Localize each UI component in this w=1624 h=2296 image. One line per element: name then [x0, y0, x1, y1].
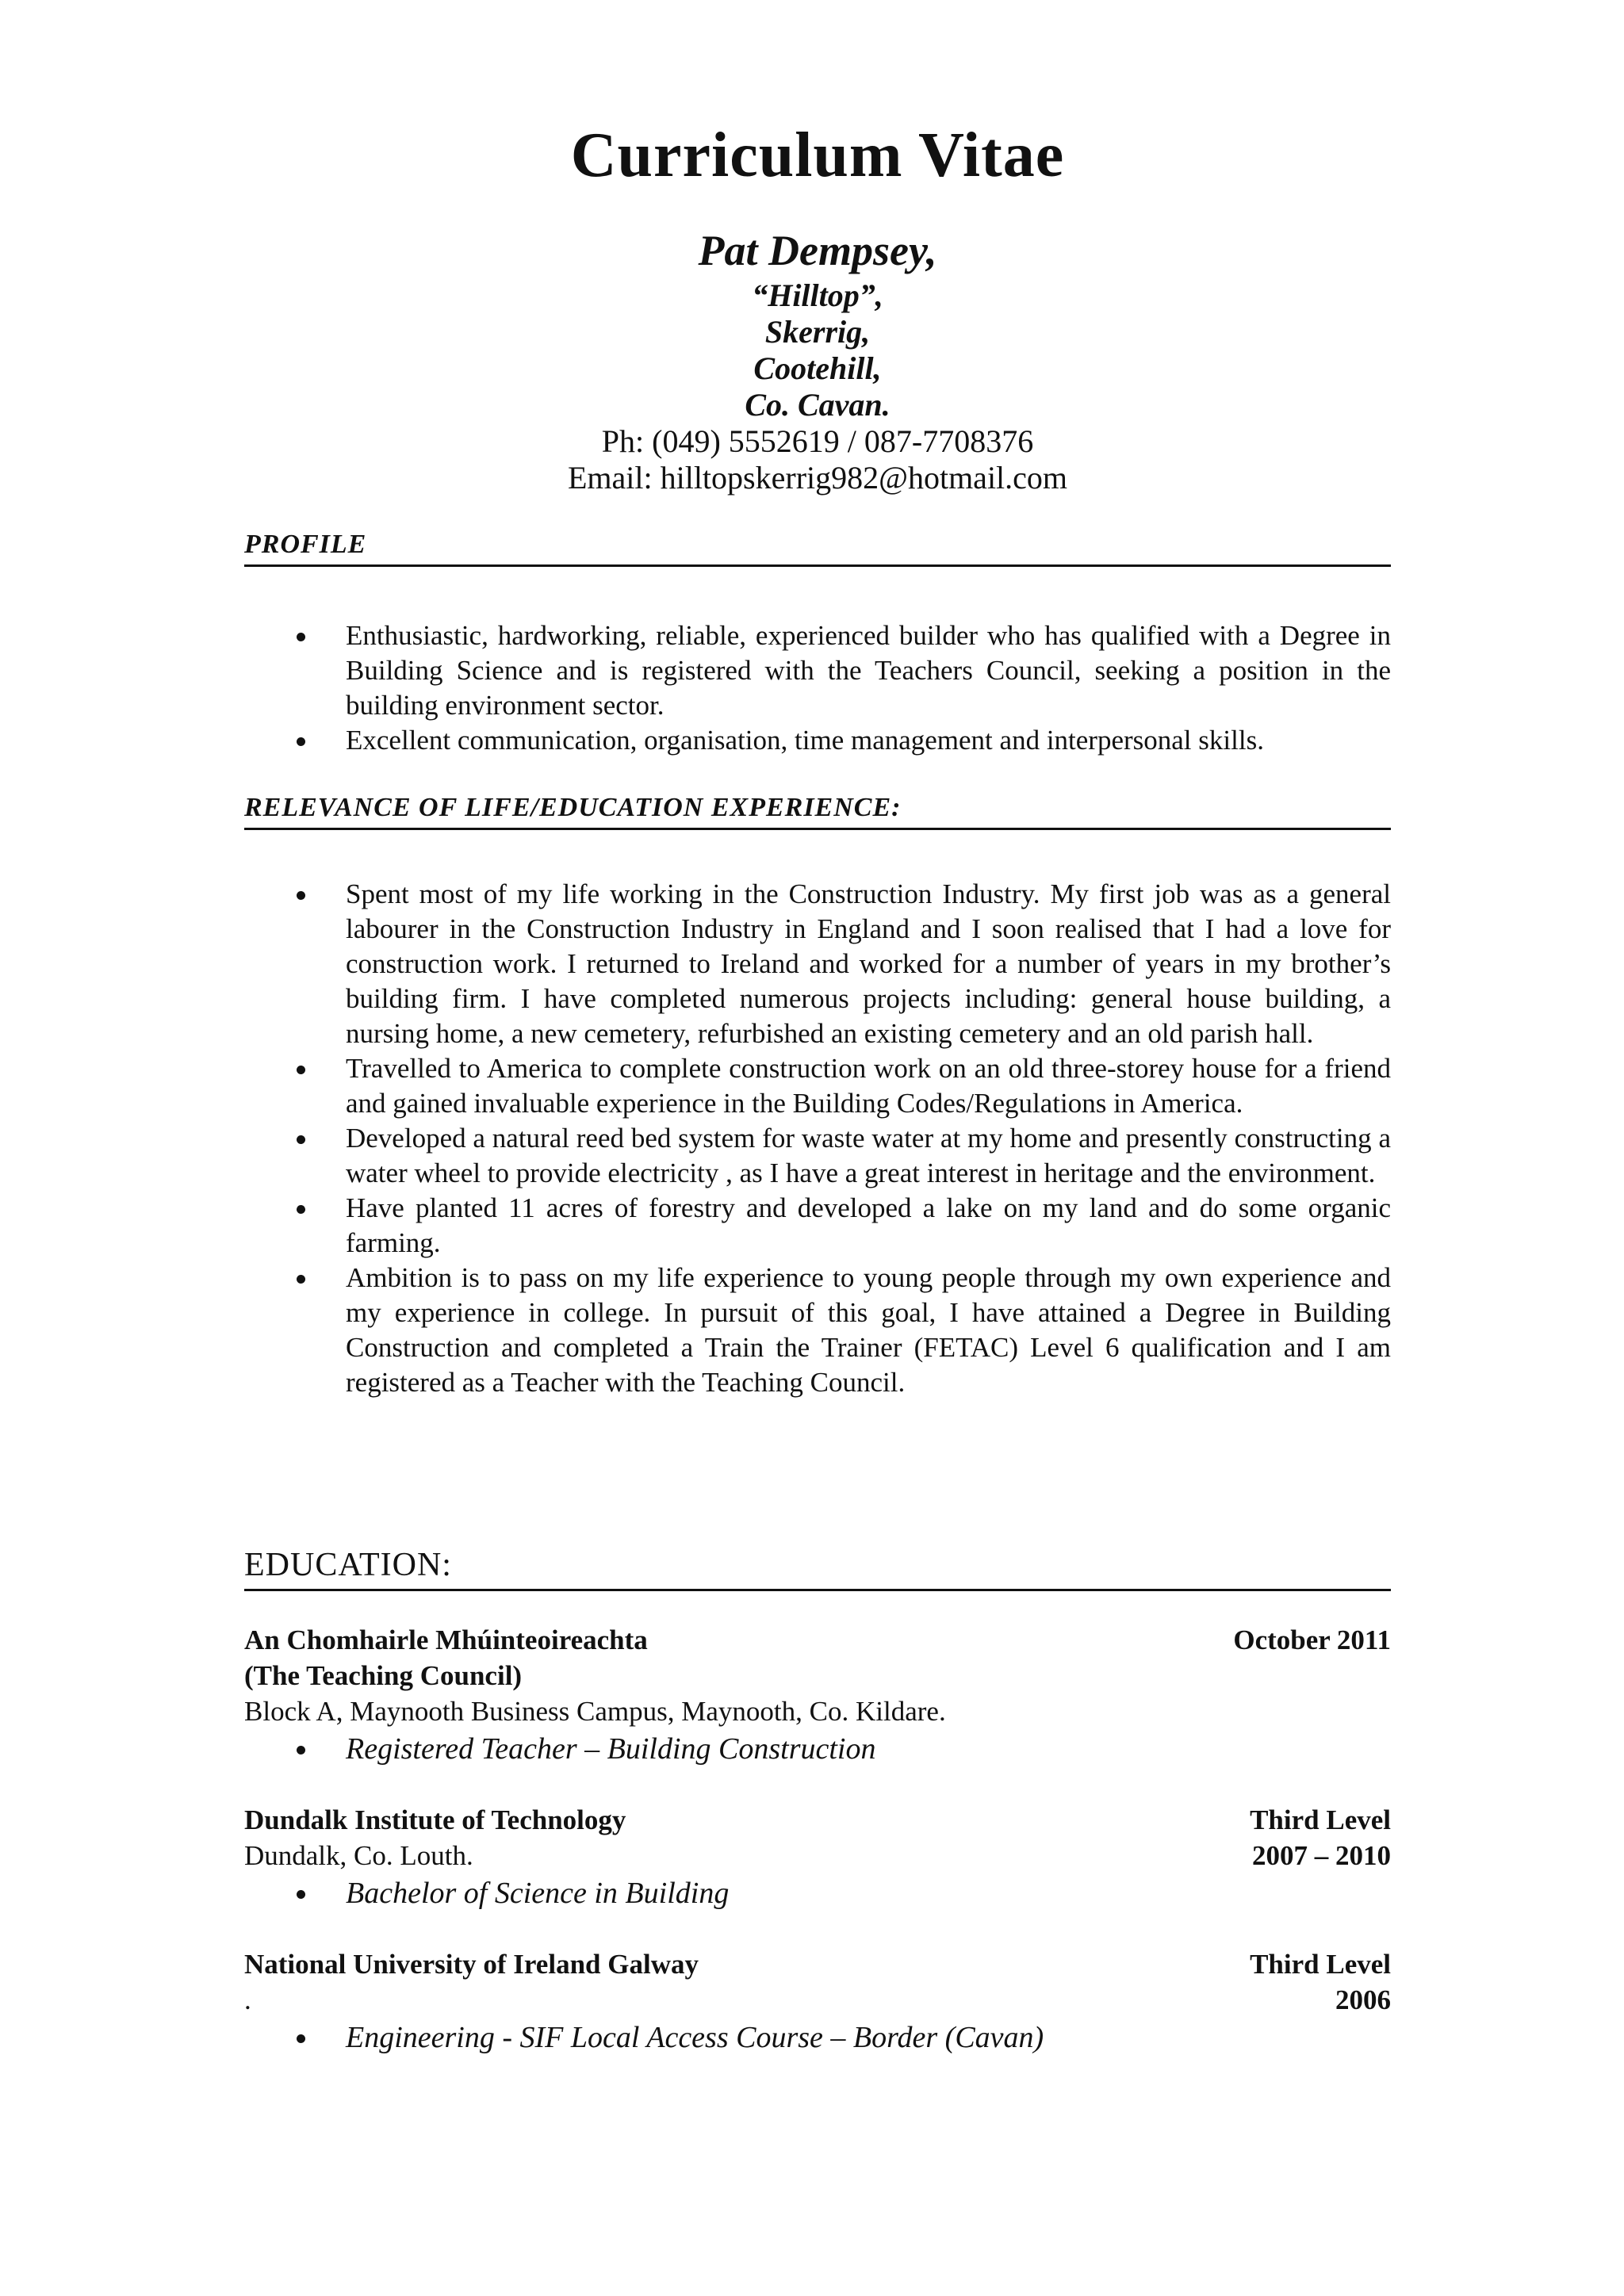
profile-heading-text: PROFILE [244, 530, 367, 559]
candidate-name: Pat Dempsey, [698, 227, 937, 274]
institution-subname: (The Teaching Council) [244, 1660, 523, 1691]
entry-level: Third Level [1250, 1949, 1391, 1980]
bullet-icon [297, 1890, 305, 1899]
relevance-heading-text: RELEVANCE OF LIFE/EDUCATION EXPERIENCE: [244, 793, 902, 822]
bullet-icon [297, 1746, 305, 1755]
contact-header [244, 224, 1391, 496]
education-heading-text: EDUCATION: [244, 1547, 452, 1583]
bullet-icon [297, 1066, 305, 1074]
course-name: Bachelor of Science in Building [346, 1877, 730, 1910]
institution-location: Block A, Maynooth Business Campus, Maynooth, Co. Kildare. [244, 1696, 946, 1727]
phone-numbers: Ph: (049) 5552619 / 087-7708376 [601, 423, 1034, 459]
relevance-list [244, 877, 1391, 1400]
list-item: Have planted 11 acres of forestry and developed a lake on my land and do some organic farming. [244, 1191, 1391, 1261]
entry-years: 2007 – 2010 [1252, 1840, 1391, 1871]
institution-name: Dundalk Institute of Technology [244, 1804, 626, 1835]
list-item: Spent most of my life working in the Construction Industry. My first job was as a general labourer in the Construction Industry in England and I soon realised that I had a love for construction work. I returned to Ireland and worked for a number of years in my brother’s building firm. I have completed numerous projects including: general house building, a nursing home, a new cemetery, refurbished an existing cemetery and an old parish hall. [244, 877, 1391, 1051]
list-item: Enthusiastic, hardworking, reliable, experienced builder who has qualified with a Degree in Building Science and is registered with the Teachers Council, seeking a position in the building environment sector. [244, 618, 1391, 723]
bullet-icon [297, 633, 305, 641]
entry-date: October 2011 [1233, 1624, 1391, 1655]
profile-list [244, 618, 1391, 758]
bullet-icon [297, 1205, 305, 1214]
list-item: Ambition is to pass on my life experience to young people through my own experience and my experience in college. In pursuit of this goal, I have attained a Degree in Building Construction and completed a Train the Trainer (FETAC) Level 6 qualification and I am registered as a Teacher with the Teaching Council. [244, 1261, 1391, 1400]
institution-location: Dundalk, Co. Louth. [244, 1840, 473, 1871]
relevance-heading [244, 793, 1391, 830]
address-line: Skerrig, [764, 314, 871, 350]
course-name: Registered Teacher – Building Construction [346, 1732, 876, 1766]
bullet-icon [297, 1135, 305, 1144]
document-title: Curriculum Vitae [570, 121, 1065, 190]
list-item: Excellent communication, organisation, time management and interpersonal skills. [244, 723, 1391, 758]
bullet-icon [297, 737, 305, 746]
education-entry [244, 1946, 1391, 2057]
address-line: “Hilltop”, [752, 277, 883, 313]
entry-years: 2006 [1335, 1984, 1391, 2015]
email-address: Email: hilltopskerrig982@hotmail.com [567, 460, 1068, 496]
profile-heading [244, 530, 1391, 567]
education-entry [244, 1802, 1391, 1913]
list-item: Developed a natural reed bed system for waste water at my home and presently constructing a water wheel to provide electricity , as I have a great interest in heritage and the environment. [244, 1121, 1391, 1191]
institution-location: . [244, 1984, 251, 2015]
education-entry [244, 1622, 1391, 1769]
bullet-icon [297, 891, 305, 900]
address-line: Cootehill, [753, 350, 882, 386]
institution-name: An Chomhairle Mhúinteoireachta [244, 1624, 648, 1655]
bullet-icon [297, 2034, 305, 2043]
education-heading [244, 1546, 1391, 1591]
list-item [244, 1729, 1391, 1769]
address-line: Co. Cavan. [745, 387, 891, 423]
list-item [244, 2018, 1391, 2057]
list-item [244, 1873, 1391, 1913]
course-name: Engineering - SIF Local Access Course – Border (Cavan) [346, 2021, 1044, 2054]
institution-name: National University of Ireland Galway [244, 1949, 699, 1980]
entry-level: Third Level [1250, 1804, 1391, 1835]
list-item: Travelled to America to complete construction work on an old three-storey house for a friend and gained invaluable experience in the Building Codes/Regulations in America. [244, 1051, 1391, 1121]
bullet-icon [297, 1275, 305, 1284]
